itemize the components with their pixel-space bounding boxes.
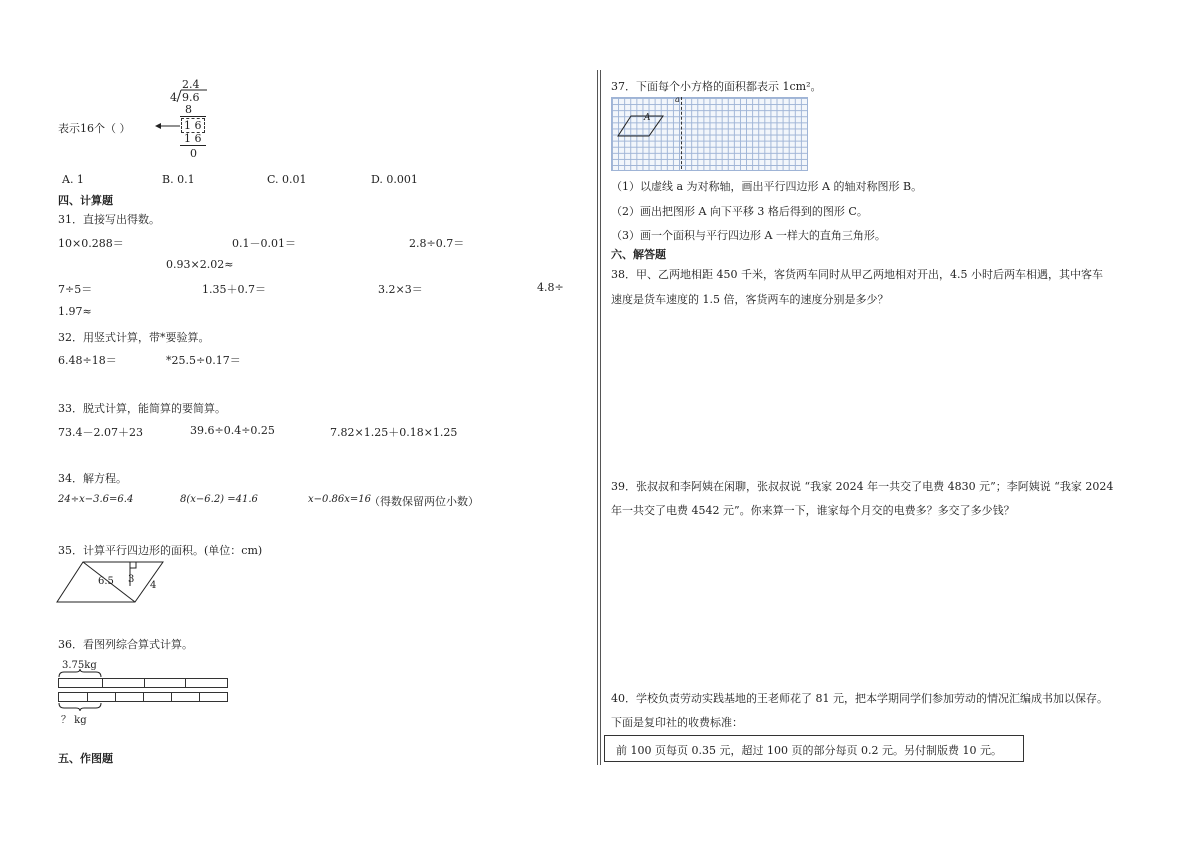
division-step2-boxed: 1 6 (181, 118, 205, 133)
sub-question: （2）画出把图形 A 向下平移 3 格后得到的图形 C。 (611, 205, 868, 218)
shape-label: A (644, 113, 651, 123)
question-line: 39．张叔叔和李阿姨在闲聊，张叔叔说 “我家 2024 年一共交了电费 4830 元”；李阿姨说 “我家 2024 (611, 480, 1114, 493)
question-line: 40．学校负责劳动实践基地的王老师花了 81 元，把本学期同学们参加劳动的情况汇编成书加以保存。 (611, 692, 1108, 705)
question-line: 38．甲、乙两地相距 450 千米，客货两车同时从甲乙两地相对开出，4.5 小时后两车相遇，其中客车 (611, 268, 1103, 281)
division-remainder: 0 (190, 147, 197, 160)
question-line: 速度是货车速度的 1.5 倍，客货两车的速度分别是多少？ (611, 293, 889, 306)
figure-label-3: 3 (128, 574, 135, 585)
section-heading: 六、解答题 (611, 248, 666, 261)
brace-bottom (58, 702, 102, 711)
division-rule1 (180, 116, 206, 117)
question-title: 35．计算平行四边形的面积。(单位：cm) (58, 544, 263, 557)
calc-item: 73.4－2.07＋23 (58, 426, 143, 439)
calc-item: 3.2×3＝ (378, 283, 423, 296)
division-note: 表示16个（ ） (58, 122, 131, 135)
figure-label-4: 4 (150, 580, 157, 591)
equation-note: （得数保留两位小数） (369, 495, 479, 508)
calc-item: 7.82×1.25＋0.18×1.25 (330, 426, 458, 439)
calc-item: 2.8÷0.7＝ (409, 237, 465, 250)
question-title: 37．下面每个小方格的面积都表示 1cm²。 (611, 80, 822, 93)
question-title: 36．看图列综合算式计算。 (58, 638, 193, 651)
sub-question: （1）以虚线 a 为对称轴，画出平行四边形 A 的轴对称图形 B。 (611, 180, 923, 193)
option-a: A. 1 (62, 173, 84, 186)
option-c: C. 0.01 (267, 173, 307, 186)
division-divisor: 4 (170, 91, 177, 104)
option-d: D. 0.001 (371, 173, 418, 186)
calc-item: 6.48÷18＝ (58, 354, 117, 367)
sub-question: （3）画一个面积与平行四边形 A 一样大的直角三角形。 (611, 229, 886, 242)
option-b: B. 0.1 (162, 173, 195, 186)
parallelogram-a (617, 114, 665, 138)
section-heading: 四、计算题 (58, 194, 113, 207)
question-line: 年一共交了电费 4542 元”。你来算一下，谁家每个月交的电费多？多交了多少钱？ (611, 504, 1015, 517)
symmetry-axis (681, 97, 682, 169)
calc-item: *25.5÷0.17＝ (166, 354, 241, 367)
column-divider (600, 70, 601, 765)
arrow-left-icon (155, 121, 181, 131)
division-rule2 (180, 145, 206, 146)
tape-top-label: 3.75kg (62, 660, 97, 671)
division-dividend: 9.6 (182, 91, 200, 104)
division-step3: 1 6 (184, 132, 202, 145)
calc-item: 39.6÷0.4÷0.25 (190, 424, 275, 437)
question-title: 31．直接写出得数。 (58, 213, 160, 226)
section-heading: 五、作图题 (58, 752, 113, 765)
question-line: 下面是复印社的收费标准： (611, 716, 743, 729)
tape-diagram-top (58, 678, 228, 688)
division-step1: 8 (185, 103, 192, 116)
calc-item: 10×0.288＝ (58, 237, 124, 250)
question-title: 33．脱式计算，能简算的要简算。 (58, 402, 226, 415)
column-divider (597, 70, 598, 765)
question-title: 34．解方程。 (58, 472, 127, 485)
calc-item: 7÷5＝ (58, 283, 93, 296)
calc-item: 0.93×2.02≈ (166, 258, 234, 271)
fee-standard-text: 前 100 页每页 0.35 元，超过 100 页的部分每页 0.2 元。另付制版费 10 元。 (616, 744, 1002, 757)
figure-label-6-5: 6.5 (98, 576, 114, 587)
calc-item: 1.35＋0.7＝ (202, 283, 266, 296)
equation: 8(x−6.2) =41.6 (180, 494, 258, 505)
calc-item: 1.97≈ (58, 305, 92, 318)
division-quotient: 2.4 (182, 78, 200, 91)
question-title: 32．用竖式计算，带*要验算。 (58, 331, 210, 344)
calc-item: 0.1－0.01＝ (232, 237, 296, 250)
equation: 24÷x−3.6=6.4 (58, 494, 134, 505)
fee-standard-box (604, 735, 1024, 762)
tape-bottom-label: ？ kg (61, 715, 87, 726)
brace-top (58, 669, 102, 678)
equation: x−0.86x=16 (308, 494, 372, 505)
tape-diagram-bottom (58, 692, 228, 702)
axis-label: a (675, 95, 680, 104)
calc-item: 4.8÷ (537, 281, 564, 294)
